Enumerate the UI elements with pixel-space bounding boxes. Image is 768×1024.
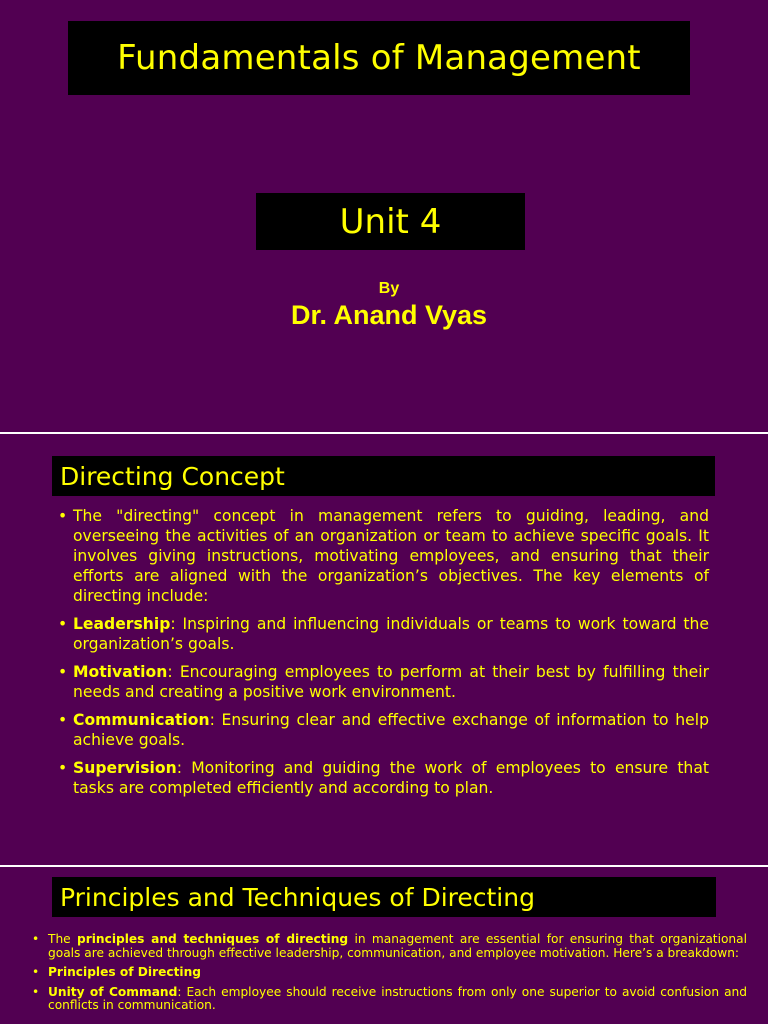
bullet-icon: • — [58, 759, 68, 777]
item-term: Supervision — [73, 759, 177, 777]
bullet-icon: • — [32, 932, 40, 946]
heading-box — [52, 456, 715, 496]
item-term: Motivation — [73, 663, 168, 681]
unit-box — [256, 193, 525, 250]
item-text: : Ensuring clear and effective exchange of information to help achieve goals. — [73, 711, 709, 749]
item-term: Communication — [73, 711, 210, 729]
list-item — [32, 932, 748, 960]
list-item — [58, 710, 709, 750]
bullet-icon: • — [58, 615, 68, 633]
item-text: : Encouraging employees to perform at their best by fulfilling their needs and creating a positive work environment. — [73, 663, 709, 701]
heading-box — [52, 877, 716, 917]
intro-text-pre: The — [48, 932, 78, 946]
directing-concept-slide — [0, 434, 768, 865]
author-name: Dr. Anand Vyas — [290, 300, 488, 330]
bullet-icon: • — [32, 965, 40, 979]
list-item — [58, 662, 709, 702]
principles-slide — [0, 867, 768, 1024]
item-text: : Inspiring and influencing individuals or teams to work toward the organization’s goals. — [73, 615, 709, 653]
list-item — [58, 506, 709, 606]
item-text: : Each employee should receive instructions from only one superior to avoid confusion and conflicts in communication. — [48, 984, 747, 1012]
slide-heading: Directing Concept — [60, 461, 285, 491]
title-slide — [0, 0, 768, 432]
title-box — [68, 21, 690, 95]
bullet-icon: • — [58, 507, 68, 525]
item-term: Unity of Command — [48, 984, 178, 999]
slide-title: Fundamentals of Management — [117, 38, 641, 78]
bullet-list — [58, 506, 709, 806]
bullet-icon: • — [58, 711, 68, 729]
list-item — [58, 614, 709, 654]
slide-heading: Principles and Techniques of Directing — [60, 882, 535, 912]
intro-text: The "directing" concept in management refers to guiding, leading, and overseeing the activities of an organization or team to achieve specific goals. It involves giving instructions, motivating employees, and ensuring that their efforts are aligned with the organization’s objectives. The key elements of directing include: — [73, 507, 709, 605]
unit-label: Unit 4 — [339, 201, 442, 242]
bullet-icon: • — [58, 663, 68, 681]
item-term: Leadership — [73, 615, 171, 633]
subheading: Principles of Directing — [48, 965, 201, 979]
bullet-icon: • — [32, 984, 40, 999]
list-item — [32, 984, 747, 1013]
intro-text-bold: principles and techniques of directing — [77, 932, 349, 946]
bullet-list — [32, 932, 748, 1019]
list-item — [32, 965, 747, 980]
item-text: : Monitoring and guiding the work of employees to ensure that tasks are completed efficiently and according to plan. — [73, 759, 709, 797]
list-item — [58, 758, 709, 798]
by-label: By — [378, 280, 400, 297]
intro-text-post: in management are essential for ensuring that organizational goals are achieved through effective leadership, communication, and employee motivation. Here’s a breakdown: — [48, 932, 748, 960]
